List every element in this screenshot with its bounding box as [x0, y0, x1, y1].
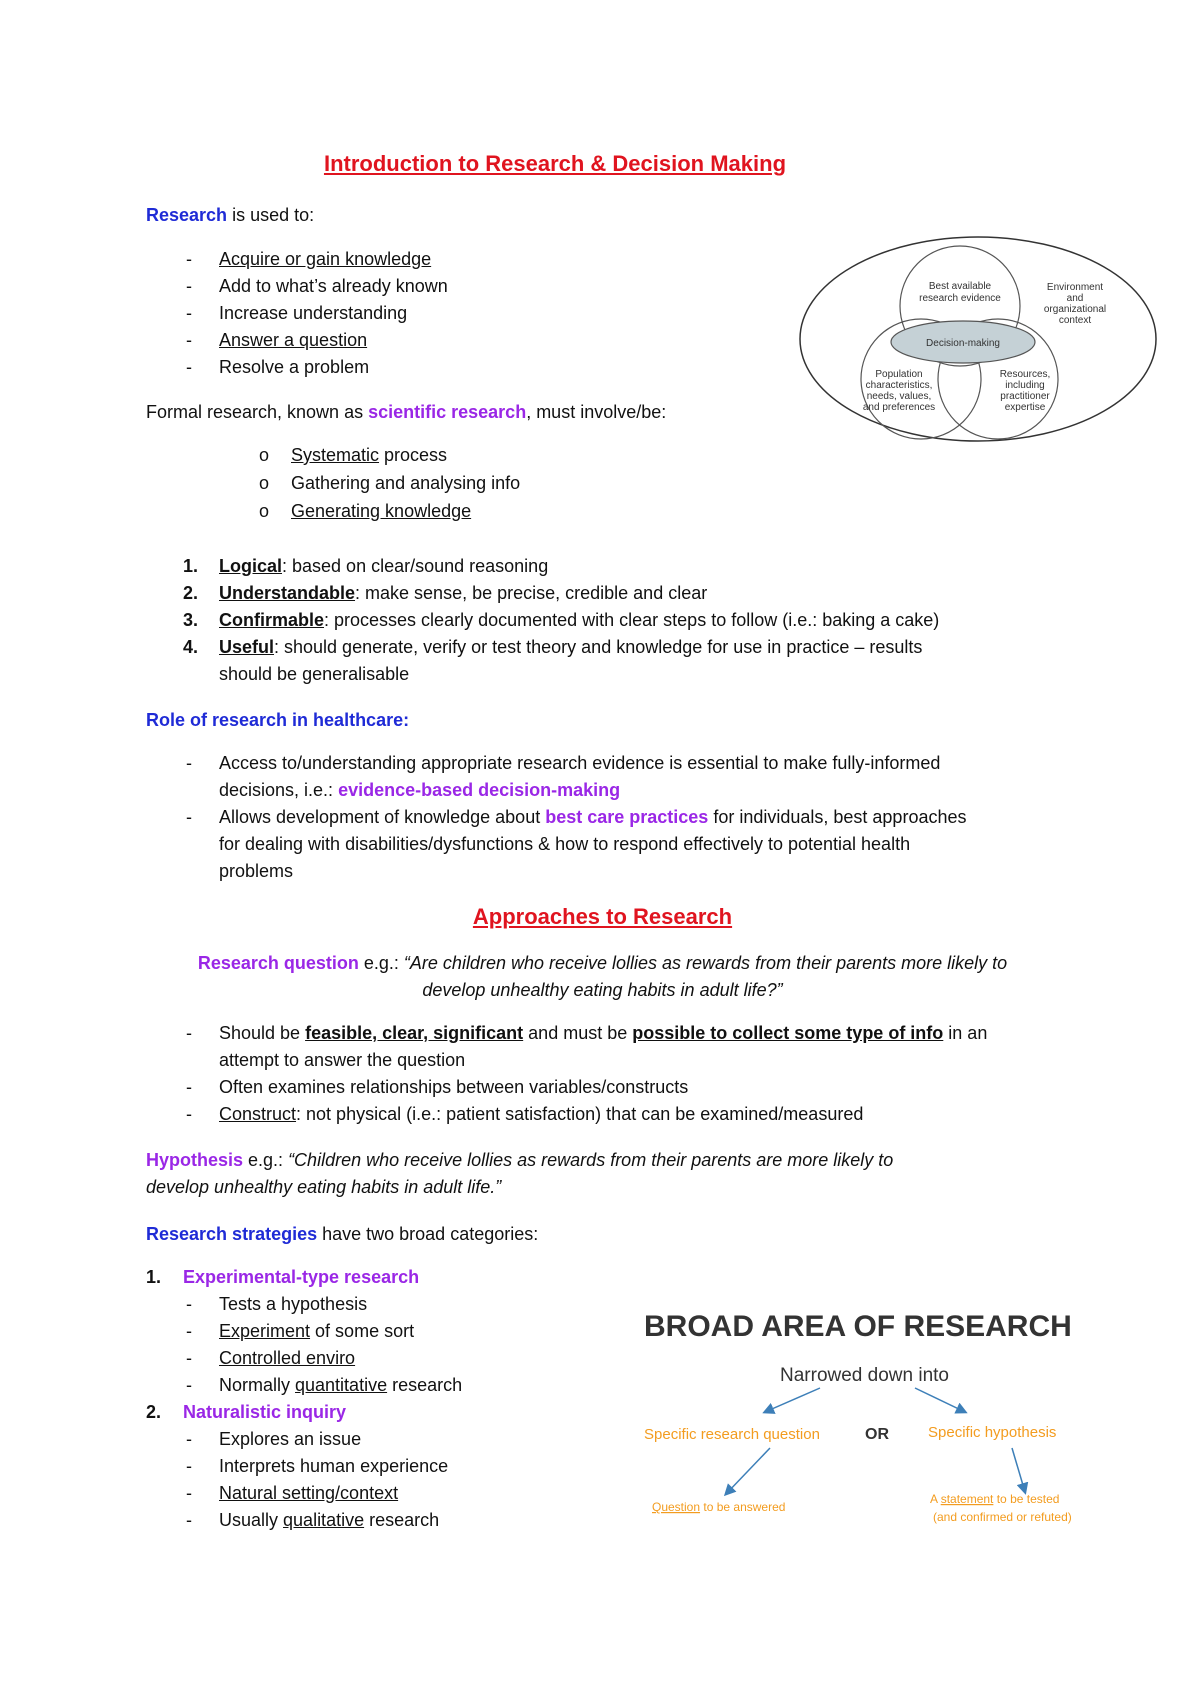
naturalistic-heading: Naturalistic inquiry: [183, 1402, 347, 1422]
specific-question-label: Specific research question: [644, 1426, 820, 1443]
scientific-research-term: scientific research: [368, 402, 527, 422]
list-item: -: [186, 1456, 192, 1476]
arrow-down-left: [726, 1448, 770, 1494]
list-item: Increase understanding: [219, 303, 408, 323]
list-item: Gathering and analysing info: [291, 473, 521, 493]
list-item: -: [186, 249, 192, 269]
venn-center-label: Decision-making: [926, 338, 1000, 349]
research-term: Research: [146, 205, 228, 225]
arrow-down-right: [1012, 1448, 1025, 1492]
list-number: 1.: [183, 556, 199, 576]
list-item: Should be feasible, clear, significant and must be possible to collect some type of info in an: [219, 1023, 988, 1043]
list-item: Answer a question: [219, 330, 368, 350]
or-label: OR: [865, 1426, 889, 1443]
list-item: Understandable: make sense, be precise, credible and clear: [219, 583, 708, 603]
list-item: Explores an issue: [219, 1429, 362, 1449]
list-item: -: [186, 1294, 192, 1314]
narrowed-label: Narrowed down into: [780, 1365, 949, 1386]
arrow-left: [765, 1388, 820, 1412]
list-item: -: [186, 357, 192, 377]
hypothesis-line: Hypothesis e.g.: “Children who receive lollies as rewards from their parents are more likely to: [146, 1150, 894, 1170]
list-item-continuation: attempt to answer the question: [219, 1050, 466, 1070]
list-item-continuation: decisions, i.e.: evidence-based decision-making: [219, 780, 621, 800]
approaches-heading: Approaches to Research: [472, 904, 733, 929]
list-item-continuation: problems: [219, 861, 294, 881]
list-item: -: [186, 1104, 192, 1124]
list-item: Resolve a problem: [219, 357, 370, 377]
list-item: Construct: not physical (i.e.: patient satisfaction) that can be examined/measured: [219, 1104, 864, 1124]
list-item: Tests a hypothesis: [219, 1294, 368, 1314]
list-item: Logical: based on clear/sound reasoning: [219, 556, 549, 576]
list-item: Systematic process: [291, 445, 448, 465]
research-question-line-2: develop unhealthy eating habits in adult life?”: [422, 980, 783, 1000]
list-item: Allows development of knowledge about best care practices for individuals, best approaches: [219, 807, 967, 827]
list-number: 3.: [183, 610, 199, 630]
list-item: Experiment of some sort: [219, 1321, 415, 1341]
list-item: Natural setting/context: [219, 1483, 399, 1503]
list-item: -: [186, 1483, 192, 1503]
list-item: Usually qualitative research: [219, 1510, 440, 1530]
list-item: -: [186, 1510, 192, 1530]
list-item-continuation: for dealing with disabilities/dysfunctions & how to respond effectively to potential health: [219, 834, 911, 854]
list-item: -: [186, 1429, 192, 1449]
list-item: -: [186, 303, 192, 323]
bullet-o: o: [259, 473, 270, 493]
hypothesis-line-2: develop unhealthy eating habits in adult life.”: [146, 1177, 502, 1197]
bullet-o: o: [259, 501, 270, 521]
question-answered-label: Question to be answered: [652, 1500, 786, 1514]
broad-title: BROAD AREA OF RESEARCH: [644, 1310, 1072, 1343]
formal-pre: Formal research, known as: [146, 402, 369, 422]
list-item: -: [186, 1375, 192, 1395]
list-item: Often examines relationships between variables/constructs: [219, 1077, 689, 1097]
role-heading: Role of research in healthcare:: [146, 710, 410, 730]
statement-label: A statement to be tested: [930, 1492, 1060, 1506]
venn-bottom-right-label: Resources, including practitioner expertise: [999, 369, 1051, 413]
decision-making-venn-diagram: [795, 233, 1165, 453]
list-item: Acquire or gain knowledge: [219, 249, 432, 269]
list-item: -: [186, 330, 192, 350]
list-item: -: [186, 1348, 192, 1368]
list-item: Useful: should generate, verify or test theory and knowledge for use in practice – results: [219, 637, 923, 657]
statement-label-2: (and confirmed or refuted): [933, 1510, 1072, 1524]
formal-post: , must involve/be:: [526, 402, 667, 422]
uses-intro-text: is used to:: [227, 205, 315, 225]
list-item: Confirmable: processes clearly documented with clear steps to follow (i.e.: baking a cake): [219, 610, 940, 630]
list-item: -: [186, 1077, 192, 1097]
list-item: -: [186, 807, 192, 827]
list-number: 2.: [183, 583, 199, 603]
venn-left-label: Population characteristics, needs, values, and preferences: [862, 369, 936, 413]
list-item-continuation: should be generalisable: [219, 664, 410, 684]
arrow-right: [915, 1388, 965, 1412]
list-item: -: [186, 1023, 192, 1043]
experimental-heading: Experimental-type research: [183, 1267, 420, 1287]
specific-hypothesis-label: Specific hypothesis: [928, 1424, 1057, 1441]
venn-top-label: Best available research evidence: [919, 281, 1001, 304]
research-question-line: Research question e.g.: “Are children who receive lollies as rewards from their parents more likely to: [197, 953, 1008, 973]
venn-right-label: Environment and organizational context: [1043, 282, 1107, 326]
list-number: 2.: [146, 1402, 162, 1422]
list-number: 1.: [146, 1267, 162, 1287]
list-number: 4.: [183, 637, 199, 657]
list-item: Generating knowledge: [291, 501, 472, 521]
list-item: -: [186, 276, 192, 296]
bullet-o: o: [259, 445, 270, 465]
list-item: Interprets human experience: [219, 1456, 449, 1476]
formal-research-line: [146, 400, 666, 424]
list-item: -: [186, 1321, 192, 1341]
broad-area-diagram: [640, 1302, 1110, 1542]
strategies-line: Research strategies have two broad categories:: [146, 1224, 539, 1244]
uses-intro: [146, 203, 314, 227]
list-item: -: [186, 753, 192, 773]
list-item: Add to what’s already known: [219, 276, 448, 296]
list-item: Normally quantitative research: [219, 1375, 463, 1395]
page-title: Introduction to Research & Decision Making: [323, 151, 787, 176]
list-item: Access to/understanding appropriate research evidence is essential to make fully-informed: [219, 753, 941, 773]
list-item: Controlled enviro: [219, 1348, 356, 1368]
